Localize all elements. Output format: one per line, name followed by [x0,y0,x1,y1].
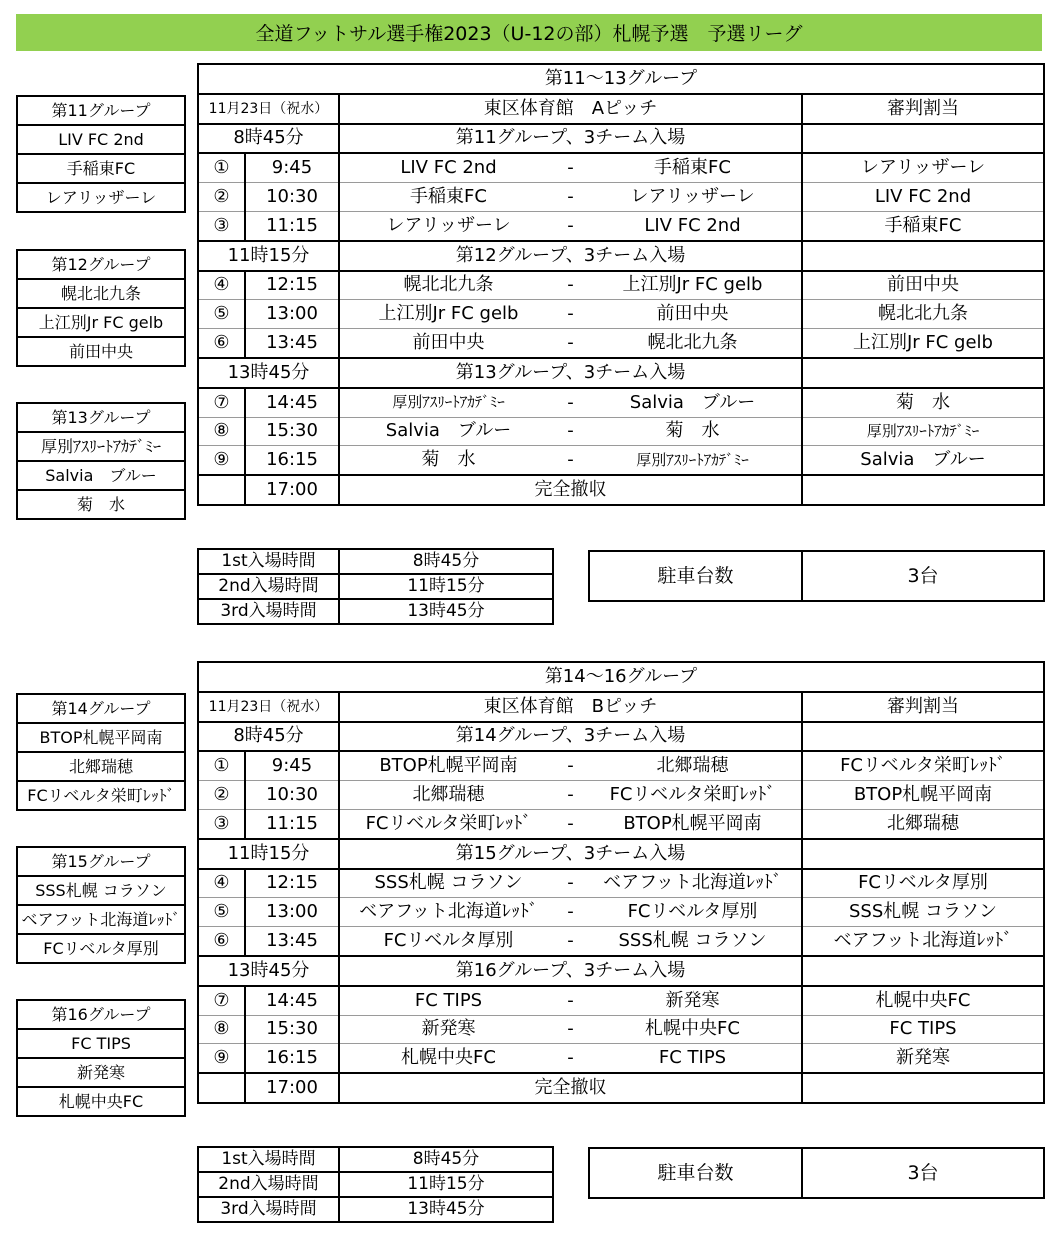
home-team: 前田中央 [412,332,485,354]
referee-team: 前田中央 [802,271,1044,300]
home-team: レアリッザーレ [386,214,511,236]
match-time: 12:15 [245,271,339,300]
away-team: SSS札幌 コラソン [618,930,767,952]
team-name: 北郷瑞穂 [17,752,185,781]
team-name: FC TIPS [17,1029,185,1058]
entry-note: 第15グループ、3チーム入場 [339,839,802,869]
away-team: FCリベルタ厚別 [627,901,758,923]
referee-team: 菊 水 [802,388,1044,417]
referee-team: ベアフット北海道ﾚｯﾄﾞ [802,927,1044,956]
home-team: 新発寒 [421,1018,476,1040]
away-team: 厚別ｱｽﾘｰﾄｱｶﾃﾞﾐｰ [636,450,749,469]
away-team: LIV FC 2nd [644,214,741,236]
match-pairing [339,271,802,300]
match-number: ② [198,183,245,212]
parking-value: 3台 [802,551,1044,601]
group-name: 第15グループ [17,847,185,876]
team-name: FCリベルタ栄町ﾚｯﾄﾞ [17,781,185,810]
closing-time: 17:00 [245,475,339,505]
team-name: 手稲東FC [17,154,185,183]
entry-note: 第12グループ、3チーム入場 [339,241,802,271]
match-pairing [339,1015,802,1044]
match-pairing [339,809,802,838]
team-name: 厚別ｱｽﾘｰﾄｱｶﾃﾞﾐｰ [17,432,185,461]
entry-time: 8時45分 [198,722,339,752]
referee-team: 新発寒 [802,1044,1044,1073]
match-number: ④ [198,869,245,898]
match-separator: - [567,784,574,806]
entry-label: 2nd入場時間 [198,1172,339,1197]
team-name: 前田中央 [17,337,185,366]
away-team: ベアフット北海道ﾚｯﾄﾞ [603,872,782,894]
match-number: ③ [198,211,245,240]
entry-time-table [197,1146,554,1223]
closing-note: 完全撤収 [339,1073,802,1103]
match-pairing [339,183,802,212]
match-time: 11:15 [245,211,339,240]
referee-cell [802,722,1044,752]
match-pairing [339,417,802,446]
group-list-14 [16,693,186,811]
group-name: 第16グループ [17,1000,185,1029]
referee-cell [802,1073,1044,1103]
team-name: SSS札幌 コラソン [17,876,185,905]
venue: 東区体育館 Bピッチ [339,692,802,722]
referee-team: LIV FC 2nd [802,183,1044,212]
match-number: ⑨ [198,446,245,475]
match-number: ④ [198,271,245,300]
referee-team: レアリッザーレ [802,153,1044,182]
parking-label: 駐車台数 [589,1148,802,1198]
entry-time: 8時45分 [198,124,339,154]
away-team: 新発寒 [665,989,720,1011]
entry-note: 第14グループ、3チーム入場 [339,722,802,752]
match-time: 10:30 [245,781,339,810]
match-time: 9:45 [245,751,339,780]
section-header: 第11～13グループ [198,64,1044,94]
away-team: 北郷瑞穂 [656,755,729,777]
match-separator: - [567,214,574,236]
match-number: ⑨ [198,1044,245,1073]
home-team: FC TIPS [414,989,483,1011]
match-pairing [339,927,802,956]
entry-note: 第11グループ、3チーム入場 [339,124,802,154]
schedule-table [197,661,1045,1104]
referee-header: 審判割当 [802,692,1044,722]
referee-cell [802,956,1044,986]
referee-team: FCリベルタ厚別 [802,869,1044,898]
entry-time: 13時45分 [198,956,339,986]
match-number: ⑧ [198,1015,245,1044]
match-time: 10:30 [245,183,339,212]
entry-label: 3rd入場時間 [198,599,339,624]
match-separator: - [567,1047,574,1069]
entry-label: 2nd入場時間 [198,574,339,599]
match-time: 13:00 [245,300,339,329]
match-separator: - [567,930,574,952]
away-team: 前田中央 [656,303,729,325]
match-pairing [339,751,802,780]
parking-label: 駐車台数 [589,551,802,601]
referee-cell [802,358,1044,388]
away-team: 幌北北九条 [647,332,738,354]
home-team: FCリベルタ厚別 [383,930,514,952]
referee-cell [802,475,1044,505]
match-pairing [339,329,802,358]
parking-value: 3台 [802,1148,1044,1198]
match-pairing [339,388,802,417]
match-number: ① [198,751,245,780]
closing-time: 17:00 [245,1073,339,1103]
away-team: 菊 水 [665,420,720,442]
referee-team: FCリベルタ栄町ﾚｯﾄﾞ [802,751,1044,780]
match-pairing [339,986,802,1015]
match-time: 16:15 [245,446,339,475]
entry-note: 第13グループ、3チーム入場 [339,358,802,388]
entry-time: 13時45分 [198,358,339,388]
match-time: 15:30 [245,1015,339,1044]
home-team: 北郷瑞穂 [412,784,485,806]
entry-value: 13時45分 [339,1197,553,1222]
referee-cell [802,839,1044,869]
team-name: 幌北北九条 [17,279,185,308]
referee-team: BTOP札幌平岡南 [802,781,1044,810]
group-list-13 [16,402,186,520]
match-date: 11月23日（祝水） [198,94,339,124]
away-team: Salvia ブルー [629,391,756,413]
match-number: ⑤ [198,898,245,927]
match-number: ⑤ [198,300,245,329]
home-team: ベアフット北海道ﾚｯﾄﾞ [359,901,538,923]
team-name: FCリベルタ厚別 [17,934,185,963]
match-time: 14:45 [245,986,339,1015]
referee-team: 手稲東FC [802,211,1044,240]
away-team: FC TIPS [658,1047,727,1069]
referee-team: 厚別ｱｽﾘｰﾄｱｶﾃﾞﾐｰ [802,417,1044,446]
section-header: 第14～16グループ [198,662,1044,692]
referee-team: 上江別Jr FC gelb [802,329,1044,358]
match-number: ① [198,153,245,182]
group-list-16 [16,999,186,1117]
entry-label: 3rd入場時間 [198,1197,339,1222]
group-list-12 [16,249,186,367]
team-name: 札幌中央FC [17,1087,185,1116]
group-list-15 [16,846,186,964]
entry-time-table [197,548,554,625]
away-team: FCリベルタ栄町ﾚｯﾄﾞ [609,784,776,806]
match-separator: - [567,449,574,471]
group-name: 第13グループ [17,403,185,432]
match-time: 13:00 [245,898,339,927]
match-number: ⑥ [198,329,245,358]
match-number: ⑧ [198,417,245,446]
referee-cell [802,241,1044,271]
match-separator: - [567,420,574,442]
entry-label: 1st入場時間 [198,1147,339,1172]
entry-label: 1st入場時間 [198,549,339,574]
match-separator: - [567,274,574,296]
match-number: ⑦ [198,388,245,417]
entry-time: 11時15分 [198,839,339,869]
parking-table [588,550,1045,602]
referee-header: 審判割当 [802,94,1044,124]
referee-team: Salvia ブルー [802,446,1044,475]
match-pairing [339,869,802,898]
match-pairing [339,300,802,329]
match-separator: - [567,872,574,894]
group-name: 第14グループ [17,694,185,723]
away-team: BTOP札幌平岡南 [623,812,762,834]
team-name: レアリッザーレ [17,183,185,212]
team-name: ベアフット北海道ﾚｯﾄﾞ [17,905,185,934]
home-team: SSS札幌 コラソン [374,872,523,894]
venue: 東区体育館 Aピッチ [339,94,802,124]
match-time: 14:45 [245,388,339,417]
home-team: 上江別Jr FC gelb [378,303,519,325]
home-team: 厚別ｱｽﾘｰﾄｱｶﾃﾞﾐｰ [392,393,505,412]
match-number: ③ [198,809,245,838]
match-time: 15:30 [245,417,339,446]
match-time: 13:45 [245,927,339,956]
home-team: Salvia ブルー [385,420,512,442]
referee-cell [802,124,1044,154]
entry-value: 8時45分 [339,1147,553,1172]
team-name: BTOP札幌平岡南 [17,723,185,752]
group-list-11 [16,95,186,213]
match-separator: - [567,186,574,208]
home-team: 札幌中央FC [401,1047,496,1069]
match-separator: - [567,157,574,179]
entry-value: 11時15分 [339,1172,553,1197]
group-name: 第11グループ [17,96,185,125]
match-pairing [339,898,802,927]
home-team: BTOP札幌平岡南 [379,755,518,777]
match-separator: - [567,755,574,777]
closing-number [198,475,245,505]
closing-note: 完全撤収 [339,475,802,505]
team-name: 新発寒 [17,1058,185,1087]
away-team: レアリッザーレ [630,186,755,208]
page-title: 全道フットサル選手権2023（U-12の部）札幌予選 予選リーグ [16,14,1042,51]
entry-value: 8時45分 [339,549,553,574]
schedule-table [197,63,1045,506]
match-pairing [339,781,802,810]
referee-team: 北郷瑞穂 [802,809,1044,838]
match-number: ⑦ [198,986,245,1015]
referee-team: 幌北北九条 [802,300,1044,329]
away-team: 上江別Jr FC gelb [622,274,763,296]
entry-value: 11時15分 [339,574,553,599]
home-team: 手稲東FC [410,186,487,208]
match-date: 11月23日（祝水） [198,692,339,722]
referee-team: SSS札幌 コラソン [802,898,1044,927]
team-name: 菊 水 [17,490,185,519]
parking-table [588,1147,1045,1199]
team-name: 上江別Jr FC gelb [17,308,185,337]
match-pairing [339,446,802,475]
match-separator: - [567,391,574,413]
group-name: 第12グループ [17,250,185,279]
home-team: FCリベルタ栄町ﾚｯﾄﾞ [365,812,532,834]
match-separator: - [567,989,574,1011]
match-separator: - [567,901,574,923]
home-team: 菊 水 [421,449,476,471]
match-number: ② [198,781,245,810]
entry-note: 第16グループ、3チーム入場 [339,956,802,986]
referee-team: 札幌中央FC [802,986,1044,1015]
match-pairing [339,211,802,240]
team-name: Salvia ブルー [17,461,185,490]
away-team: 札幌中央FC [645,1018,740,1040]
match-time: 9:45 [245,153,339,182]
team-name: LIV FC 2nd [17,125,185,154]
home-team: LIV FC 2nd [400,157,497,179]
entry-time: 11時15分 [198,241,339,271]
match-number: ⑥ [198,927,245,956]
match-separator: - [567,332,574,354]
match-time: 16:15 [245,1044,339,1073]
match-time: 12:15 [245,869,339,898]
match-time: 11:15 [245,809,339,838]
closing-number [198,1073,245,1103]
referee-team: FC TIPS [802,1015,1044,1044]
match-separator: - [567,812,574,834]
match-separator: - [567,1018,574,1040]
entry-value: 13時45分 [339,599,553,624]
match-separator: - [567,303,574,325]
match-time: 13:45 [245,329,339,358]
home-team: 幌北北九条 [403,274,494,296]
away-team: 手稲東FC [654,157,731,179]
match-pairing [339,1044,802,1073]
match-pairing [339,153,802,182]
